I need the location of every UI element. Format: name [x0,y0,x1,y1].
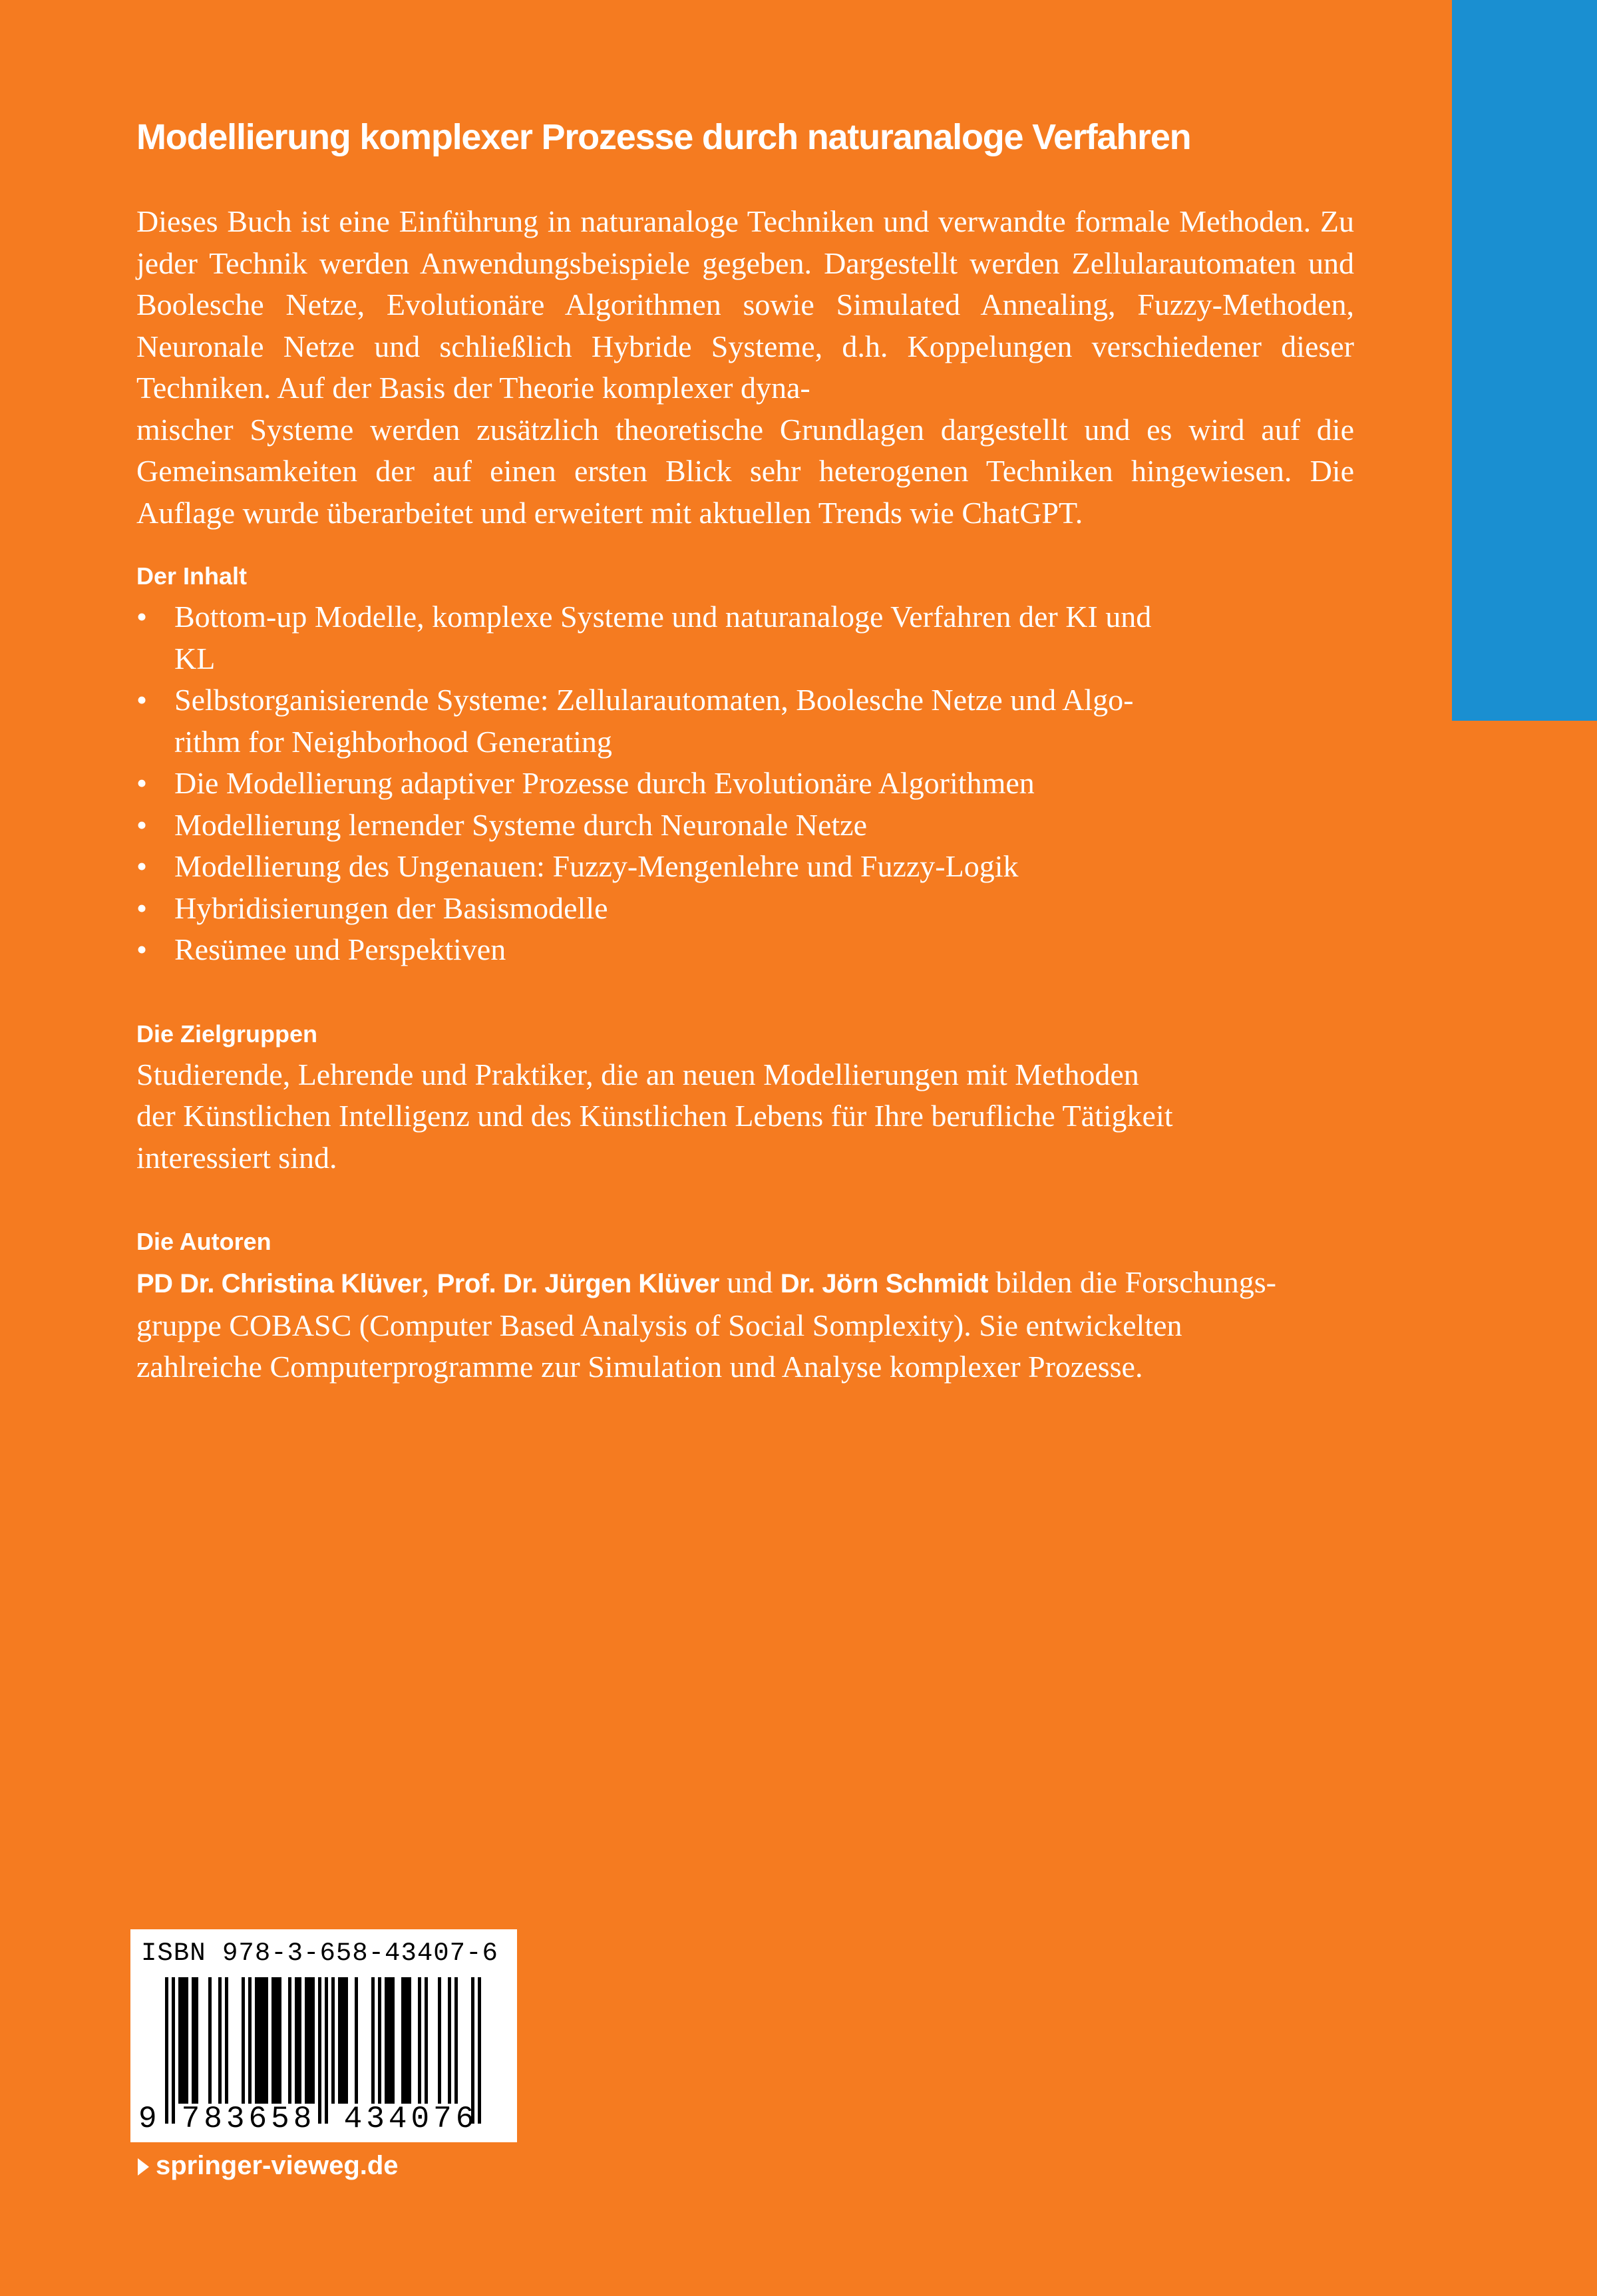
arrow-right-icon [138,2158,149,2176]
inhalt-list [136,596,1354,971]
isbn-label: ISBN 978-3-658-43407-6 [141,1939,498,1968]
list-item [136,929,1354,971]
list-item-text: Selbstorganisierende Systeme: Zellularautomaten, Boolesche Netze und Algo- rithm for Neighborhood Generating [174,683,1134,759]
barcode-bar [401,1977,411,2104]
author-separator: , [421,1265,437,1299]
barcode-bar [325,1977,328,2124]
list-item [136,888,1354,930]
autoren-line-1 [136,1262,1354,1305]
barcode-bar [454,1977,458,2104]
bullet-icon: • [136,683,148,717]
barcode-bar [218,1977,222,2104]
list-item [136,805,1354,847]
list-item-text: Bottom-up Modelle, komplexe Systeme und naturanaloge Verfahren der KI und KL [174,600,1152,675]
intro-paragraph: Dieses Buch ist eine Einführung in naturanaloge Techniken und verwandte formale Methoden. Zu jeder Technik werden Anwendungsbeispiele gegeben. Dargestellt werden Zellularautomaten und Boolesche Netze, Evolutionäre Algorithmen sowie Simulated Annealing, Fuzzy-Methoden, Neuronale Netze und schließlich Hybride Systeme, d.h. Koppelungen verschiedener dieser Techniken. Auf der Basis der Theorie komplexer dyna- mischer Systeme werden zusätzlich theoretische Grundlagen dargestellt und es wird auf die Gemeinsamkeiten der auf einen ersten Blick sehr heterogenen Techniken hingewiesen. Die Auflage wurde überarbeitet und erweitert mit aktuellen Trends wie ChatGPT. [136,204,1354,530]
bullet-icon: • [136,807,148,842]
barcode-bar [165,1977,168,2124]
zielgruppen-text: Studierende, Lehrende und Praktiker, die an neuen Modellierungen mit Methoden der Künstlichen Intelligenz und des Künstlichen Lebens für Ihre berufliche Tätigkeit interessiert sind. [136,1057,1173,1175]
author-name: Dr. Jörn Schmidt [780,1269,988,1298]
back-cover-text [136,113,1354,1388]
publisher-website [138,2147,399,2184]
autoren-text [136,1262,1354,1388]
barcode-bar [172,1977,175,2124]
barcode-bar [248,1977,252,2104]
inhalt-heading: Der Inhalt [136,562,248,590]
bullet-icon: • [136,932,148,966]
barcode-bar [438,1977,441,2104]
barcode-bar [355,1977,358,2104]
barcode-bar [371,1977,375,2104]
list-item [136,763,1354,805]
barcode-bar [448,1977,451,2104]
bullet-icon: • [136,766,148,800]
barcode-bar [288,1977,291,2104]
book-title-headline: Modellierung komplexer Prozesse durch naturanaloge Verfahren [136,117,1191,157]
barcode-bar [192,1977,198,2104]
barcode-bar [418,1977,421,2104]
bullet-icon: • [136,849,148,883]
ean-right-digits: 434076 [343,2102,478,2136]
barcode-bar [295,1977,301,2104]
list-item [136,679,1354,763]
author-name: PD Dr. Christina Klüver [136,1269,422,1298]
ean-left-digits: 783658 [181,2102,316,2136]
autoren-line-2: gruppe COBASC (Computer Based Analysis of Social Somplexity). Sie entwickelten [136,1308,1182,1342]
author-name: Prof. Dr. Jürgen Klüver [437,1269,719,1298]
list-item-text: Die Modellierung adaptiver Prozesse durch Evolutionäre Algorithmen [174,766,1035,800]
barcode-bar [225,1977,228,2104]
barcode-bar [338,1977,348,2104]
barcode-bar [478,1977,481,2124]
bullet-icon: • [136,600,148,634]
barcode-bar [271,1977,281,2104]
author-separator: und [719,1265,781,1299]
autoren-line-1-tail: bilden die Forschungs- [987,1265,1276,1299]
barcode-bar [208,1977,212,2104]
list-item-text: Resümee und Perspektiven [174,932,506,966]
blue-spine-tab [1452,0,1597,721]
ean-first-digit: 9 [138,2102,157,2136]
bullet-icon: • [136,890,148,925]
barcode-bar [331,1977,335,2104]
barcode-bar [178,1977,188,2104]
list-item-text: Hybridisierungen der Basismodelle [174,890,608,925]
barcode-bar [305,1977,315,2104]
barcode-bar [378,1977,381,2104]
list-item [136,596,1354,679]
isbn-barcode [130,1929,517,2142]
list-item-text: Modellierung des Ungenauen: Fuzzy-Mengenlehre und Fuzzy-Logik [174,849,1019,883]
autoren-line-3: zahlreiche Computerprogramme zur Simulation und Analyse komplexer Prozesse. [136,1350,1143,1384]
list-item-text: Modellierung lernender Systeme durch Neuronale Netze [174,807,867,842]
zielgruppen-heading: Die Zielgruppen [136,1020,318,1048]
website-text: springer-vieweg.de [156,2151,399,2180]
barcode-bar [242,1977,245,2104]
list-item [136,846,1354,888]
barcode-bar [385,1977,395,2104]
barcode-bar [425,1977,428,2104]
autoren-heading: Die Autoren [136,1228,271,1255]
barcode-bar [255,1977,268,2104]
barcode-bar [318,1977,321,2124]
